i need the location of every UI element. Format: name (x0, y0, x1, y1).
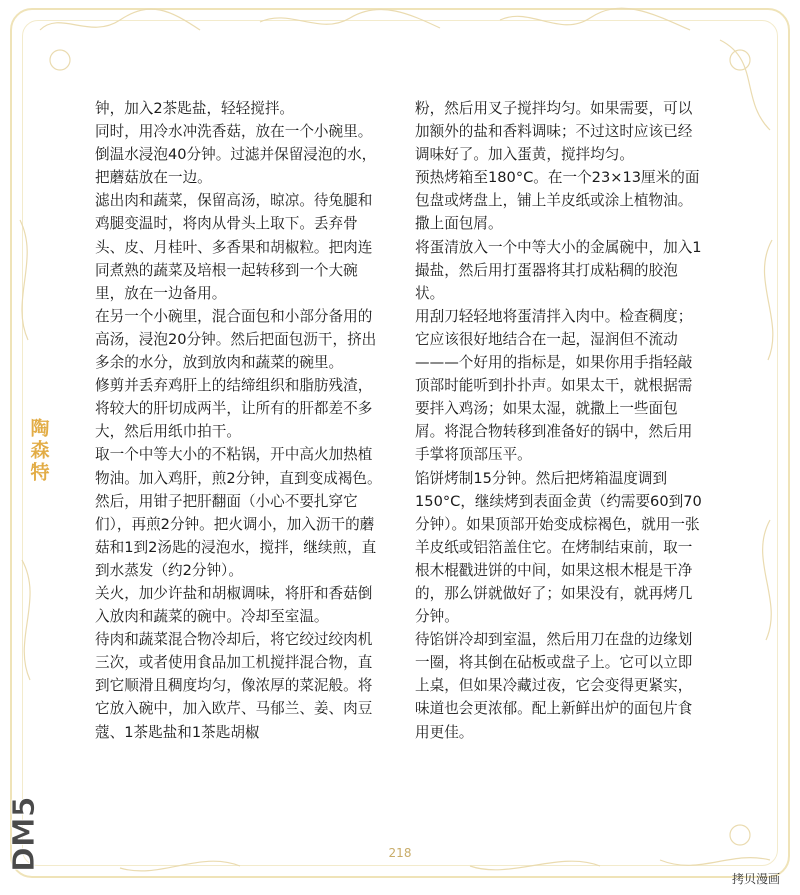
paragraph: 馅饼烤制15分钟。然后把烤箱温度调到150°C，继续烤到表面金黄（约需要60到70分钟）。如果顶部开始变成棕褐色，就用一张羊皮纸或铝箔盖住它。在烤制结束前，取一根木棍戳进饼的中间，如果这根木棍是干净的，那么饼就做好了；如果没有，就再烤几分钟。 (415, 469, 702, 626)
paragraph: 粉，然后用叉子搅拌均匀。如果需要，可以加额外的盐和香料调味；不过这时应该已经调味好了。加入蛋黄，搅拌均匀。 (415, 100, 693, 164)
paragraph: 同时，用冷水冲洗香菇，放在一个小碗里。倒温水浸泡40分钟。过滤并保留浸泡的水，把蘑菇放在一边。 (95, 123, 377, 187)
paragraph: 待馅饼冷却到室温，然后用刀在盘的边缘划一圈，将其倒在砧板或盘子上。它可以立即上桌，但如果冷藏过夜，它会变得更紧实，味道也会更浓郁。配上新鲜出炉的面包片食用更佳。 (415, 631, 693, 741)
side-chapter-tab (26, 405, 52, 497)
paragraph: 在另一个小碗里，混合面包和小部分备用的高汤，浸泡20分钟。然后把面包沥干，挤出多余的水分，放到放肉和蔬菜的碗里。 (95, 307, 377, 372)
paragraph: 关火，加少许盐和胡椒调味，将肝和香菇倒入放肉和蔬菜的碗中。冷却至室温。 (95, 584, 373, 626)
paragraph: 预热烤箱至180°C。在一个23×13厘米的面包盘或烤盘上，铺上羊皮纸或涂上植物油。撒上面包屑。 (415, 169, 700, 233)
side-chapter-title: 陶森特 (27, 418, 50, 484)
right-text-column (415, 97, 705, 744)
paragraph: 待肉和蔬菜混合物冷却后，将它绞过绞肉机三次，或者使用食品加工机搅拌混合物，直到它顺滑且稠度均匀，像浓厚的菜泥般。将它放入碗中，加入欧芹、马郁兰、姜、肉豆蔻、1茶匙盐和1茶匙胡椒 (95, 631, 373, 741)
watermark-text: 拷贝漫画 (732, 872, 781, 886)
page-number: 218 (388, 846, 412, 860)
left-text-column (95, 97, 385, 744)
paragraph: 将蛋清放入一个中等大小的金属碗中，加入1撮盐，然后用打蛋器将其打成粘稠的胶泡状。 (415, 238, 702, 302)
paragraph: 用刮刀轻轻地将蛋清拌入肉中。检查稠度；它应该很好地结合在一起，湿润但不流动———个好用的指标是，如果你用手指轻敲顶部时能听到扑扑声。如果太干，就根据需要拌入鸡汤；如果太湿，就撒上一些面包屑。将混合物转移到准备好的锅中，然后用手掌将顶部压平。 (415, 307, 693, 464)
paragraph: 取一个中等大小的不粘锅，开中高火加热植物油。加入鸡肝，煎2分钟，直到变成褐色。然后，用钳子把肝翻面（小心不要扎穿它们），再煎2分钟。把火调小，加入沥干的蘑菇和1到2汤匙的浸泡水，搅拌，继续煎，直到水蒸发（约2分钟）。 (95, 446, 382, 579)
site-logo (6, 776, 46, 876)
paragraph: 滤出肉和蔬菜，保留高汤，晾凉。待兔腿和鸡腿变温时，将肉从骨头上取下。丢弃骨头、皮、月桂叶、多香果和胡椒粒。把肉连同煮熟的蔬菜及培根一起转移到一个大碗里，放在一边备用。 (95, 192, 373, 302)
paragraph: 修剪并丢弃鸡肝上的结缔组织和脂肪残渣，将较大的肝切成两半，让所有的肝都差不多大，然后用纸巾拍干。 (95, 377, 373, 441)
dm5-logo-icon (6, 776, 46, 876)
logo-text: DM5 (7, 796, 42, 872)
paragraph: 钟，加入2茶匙盐，轻轻搅拌。 (95, 100, 295, 117)
